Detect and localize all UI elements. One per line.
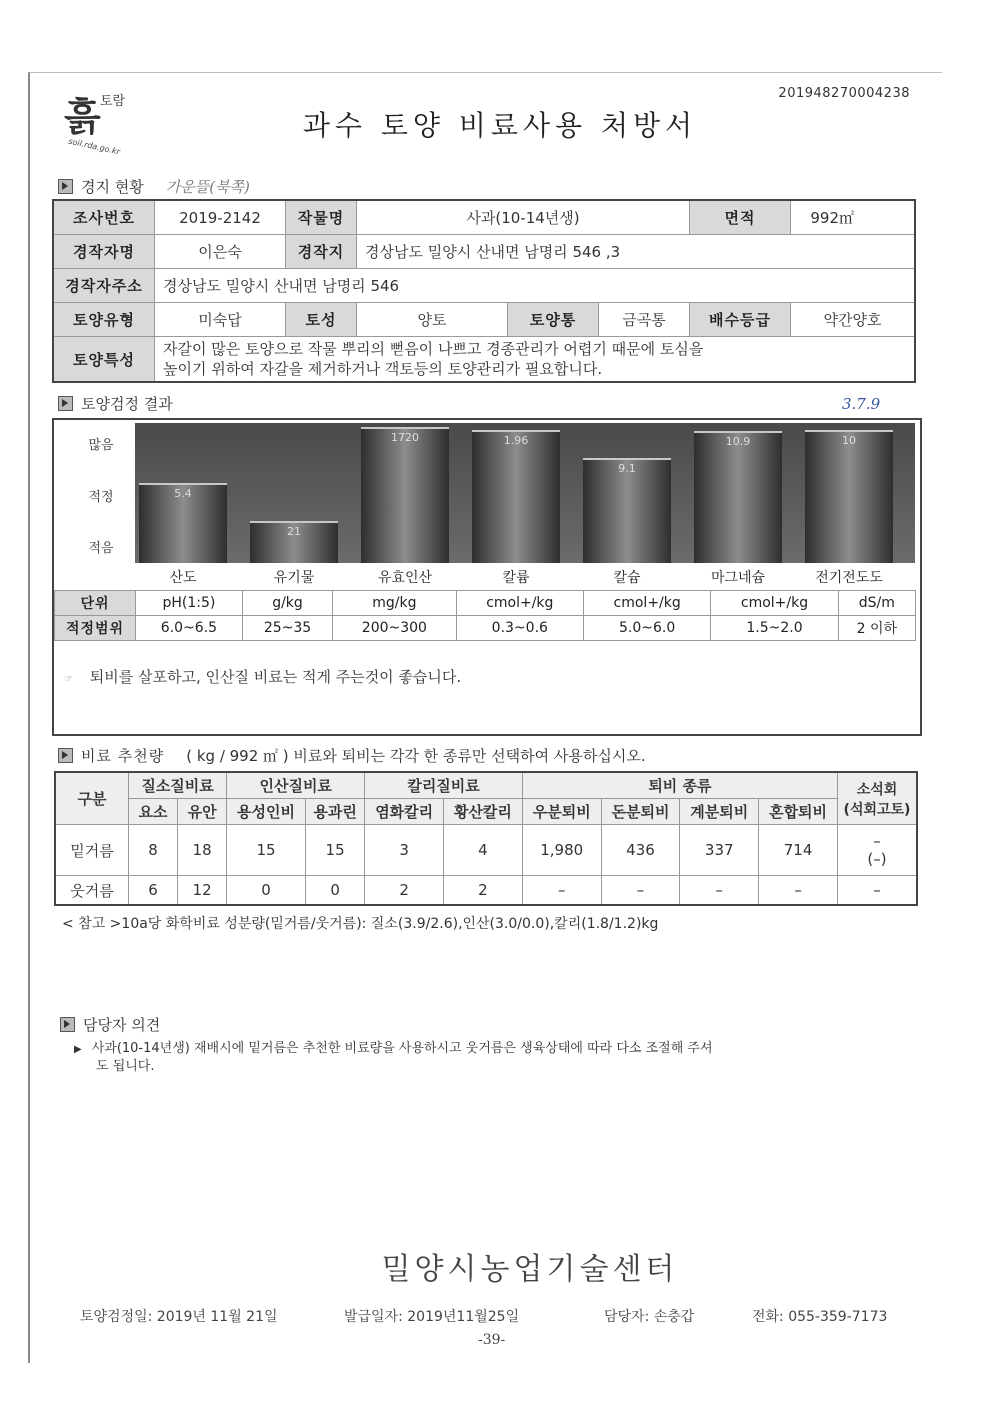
drainage-label: 배수등급 (690, 303, 791, 337)
level-low-label: 적음 (88, 541, 114, 556)
bar-value-label: 1720 (391, 431, 419, 444)
section-arrow-icon (58, 396, 73, 411)
feature-label: 토양특성 (53, 337, 155, 383)
bar-7 (805, 430, 893, 563)
bar-6 (694, 431, 782, 563)
soil-type-label: 토양유형 (53, 303, 155, 337)
sub-header: 용성인비 (227, 799, 306, 825)
level-high-label: 많음 (88, 438, 114, 453)
soil-feature (155, 337, 916, 383)
section-arrow-icon (58, 179, 73, 194)
gubun-header: 구분 (55, 772, 129, 825)
logo-main: 흙 (64, 94, 101, 139)
range-cell: 2 이하 (838, 616, 915, 641)
range-cell: 25~35 (242, 616, 332, 641)
units-label: 단위 (55, 591, 136, 616)
site: 경상남도 밀양시 산내면 남명리 546 ,3 (357, 235, 916, 269)
unit-cell: cmol+/kg (456, 591, 583, 616)
table-cell: – (601, 876, 680, 906)
units-row (55, 591, 916, 616)
bullet-icon: ▶ (74, 1044, 82, 1055)
farmer: 이은숙 (155, 235, 286, 269)
sub-header: 용과린 (305, 799, 364, 825)
texture-label: 토성 (286, 303, 357, 337)
handwritten-note: 가운뜰(북쪽) (165, 178, 250, 196)
opinion-text (74, 1040, 914, 1075)
issue-date: 발급일자: 2019년11월25일 (344, 1309, 520, 1325)
table-cell: 3 (365, 825, 444, 876)
soil-type: 미숙답 (155, 303, 286, 337)
category-label: 칼슘 (613, 570, 641, 586)
lime-cell: – (–) (838, 825, 918, 876)
crop-label: 작물명 (286, 200, 357, 235)
phone: 전화: 055-359-7173 (752, 1309, 888, 1325)
table-cell: 0 (227, 876, 306, 906)
group-nitrogen: 질소질비료 (129, 772, 227, 799)
table-cell: 8 (129, 825, 178, 876)
table-cell: 15 (227, 825, 306, 876)
table-cell: 4 (444, 825, 523, 876)
table-cell: 714 (759, 825, 838, 876)
area-label: 면적 (690, 200, 791, 235)
logo-sub: 토람 (100, 94, 126, 109)
range-cell: 200~300 (333, 616, 457, 641)
area: 992㎡ (791, 200, 916, 235)
table-cell: 1,980 (522, 825, 601, 876)
sub-header: 염화칼리 (365, 799, 444, 825)
sub-header: 유안 (178, 799, 227, 825)
fertilizer-table (54, 771, 918, 906)
category-label: 마그네슘 (710, 570, 766, 586)
sub-header: 계분퇴비 (680, 799, 759, 825)
document-number: 201948270004238 (778, 86, 910, 101)
note-icon: ☞ (64, 674, 73, 685)
address-label: 경작자주소 (53, 269, 155, 303)
table-cell: 18 (178, 825, 227, 876)
reference-note: < 참고 >10a당 화학비료 성분량(밑거름/웃거름): 질소(3.9/2.6),인산(3.0/0.0),칼리(1.8/1.2)kg (62, 916, 659, 932)
center-name: 밀양시농업기술센터 (381, 1252, 679, 1287)
texture: 양토 (357, 303, 508, 337)
range-cell: 1.5~2.0 (711, 616, 838, 641)
feature-line-1: 자갈이 많은 토양으로 작물 뿌리의 뻗음이 나쁘고 경종관리가 어렵기 때문에 토심을 (163, 340, 704, 358)
sub-header: 돈분퇴비 (601, 799, 680, 825)
range-cell: 5.0~6.0 (583, 616, 710, 641)
group-phosphate: 인산질비료 (227, 772, 365, 799)
rec-note: ( kg / 992 ㎡ ) 비료와 퇴비는 각각 한 종류만 선택하여 사용하십시오. (186, 747, 646, 765)
table-cell: 2 (365, 876, 444, 906)
feature-line-2: 높이기 위하여 자갈을 제거하거나 객토등의 토양관리가 필요합니다. (163, 360, 603, 378)
staff-name: 담당자: 손충갑 (604, 1309, 695, 1325)
range-cell: 0.3~0.6 (456, 616, 583, 641)
range-cell: 6.0~6.5 (136, 616, 243, 641)
bar-value-label: 21 (287, 525, 301, 538)
row-label: 웃거름 (55, 876, 129, 906)
farm-info-table (52, 199, 916, 383)
category-label: 전기전도도 (815, 570, 883, 586)
table-cell: 436 (601, 825, 680, 876)
handwritten-mark: 3.7.9 (842, 395, 881, 413)
unit-cell: cmol+/kg (583, 591, 710, 616)
unit-cell: cmol+/kg (711, 591, 838, 616)
table-cell: 337 (680, 825, 759, 876)
page-number: -39- (478, 1332, 506, 1348)
table-cell: 0 (305, 876, 364, 906)
table-cell: 12 (178, 876, 227, 906)
opinion-line-1: 사과(10-14년생) 재배시에 밑거름은 추천한 비료량을 사용하시고 웃거름은 생육상태에 따라 다소 조절해 주셔 (91, 1041, 713, 1056)
table-cell: – (680, 876, 759, 906)
category-label: 산도 (169, 570, 197, 586)
group-compost: 퇴비 종류 (522, 772, 837, 799)
range-label: 적정범위 (55, 616, 136, 641)
range-row (55, 616, 916, 641)
soil-test-chart (135, 423, 915, 563)
family: 금곡통 (599, 303, 690, 337)
unit-cell: mg/kg (333, 591, 457, 616)
table-row (55, 825, 917, 876)
bar-3 (361, 427, 449, 563)
category-label: 칼륨 (502, 570, 530, 586)
drainage: 약간양호 (791, 303, 916, 337)
section-arrow-icon (60, 1017, 75, 1032)
family-label: 토양통 (508, 303, 599, 337)
group-potash: 칼리질비료 (365, 772, 523, 799)
logo-url: soil.rda.go.kr (67, 136, 121, 157)
sub-header: 우분퇴비 (522, 799, 601, 825)
bar-4 (472, 430, 560, 563)
address: 경상남도 밀양시 산내면 남명리 546 (155, 269, 916, 303)
unit-cell: g/kg (242, 591, 332, 616)
table-row (55, 876, 917, 906)
row-label: 밑거름 (55, 825, 129, 876)
table-cell: 15 (305, 825, 364, 876)
test-date: 토양검정일: 2019년 11월 21일 (80, 1309, 278, 1325)
opinion-line-2: 도 됩니다. (96, 1059, 155, 1074)
farm-section-heading: 경지 현황 가운뜰(북쪽) (58, 176, 250, 197)
survey-no-label: 조사번호 (53, 200, 155, 235)
table-cell: 6 (129, 876, 178, 906)
lime-header: 소석회 (석회고토) (838, 772, 918, 825)
table-cell: – (522, 876, 601, 906)
category-label: 유효인산 (377, 570, 433, 586)
bar-value-label: 10 (842, 434, 856, 447)
sub-header: 요소 (129, 799, 178, 825)
sub-header: 황산칼리 (444, 799, 523, 825)
unit-cell: dS/m (838, 591, 915, 616)
bar-value-label: 5.4 (174, 487, 192, 500)
sub-header-row (55, 799, 917, 825)
table-cell: – (759, 876, 838, 906)
site-label: 경작지 (286, 235, 357, 269)
lime-cell: – (838, 876, 918, 906)
level-optimal-label: 적정 (88, 490, 114, 505)
category-label: 유기물 (273, 570, 315, 586)
advice-text: ☞ 퇴비를 살포하고, 인산질 비료는 적게 주는것이 좋습니다. (64, 668, 462, 686)
table-cell: 2 (444, 876, 523, 906)
rec-section-heading: 비료 추천량 ( kg / 992 ㎡ ) 비료와 퇴비는 각각 한 종류만 선택하여 사용하십시오. (58, 745, 646, 766)
opinion-heading: 담당자 의견 (60, 1014, 160, 1035)
units-table (54, 590, 916, 641)
bar-value-label: 1.96 (503, 434, 529, 447)
survey-no: 2019-2142 (155, 200, 286, 235)
bar-value-label: 10.9 (725, 435, 751, 448)
section-arrow-icon (58, 748, 73, 763)
sub-header: 혼합퇴비 (759, 799, 838, 825)
crop: 사과(10-14년생) (357, 200, 690, 235)
test-section-heading: 토양검정 결과 (58, 393, 173, 414)
page-title: 과수 토양 비료사용 처방서 (302, 109, 698, 142)
bar-value-label: 9.1 (618, 462, 636, 475)
farmer-label: 경작자명 (53, 235, 155, 269)
unit-cell: pH(1:5) (136, 591, 243, 616)
